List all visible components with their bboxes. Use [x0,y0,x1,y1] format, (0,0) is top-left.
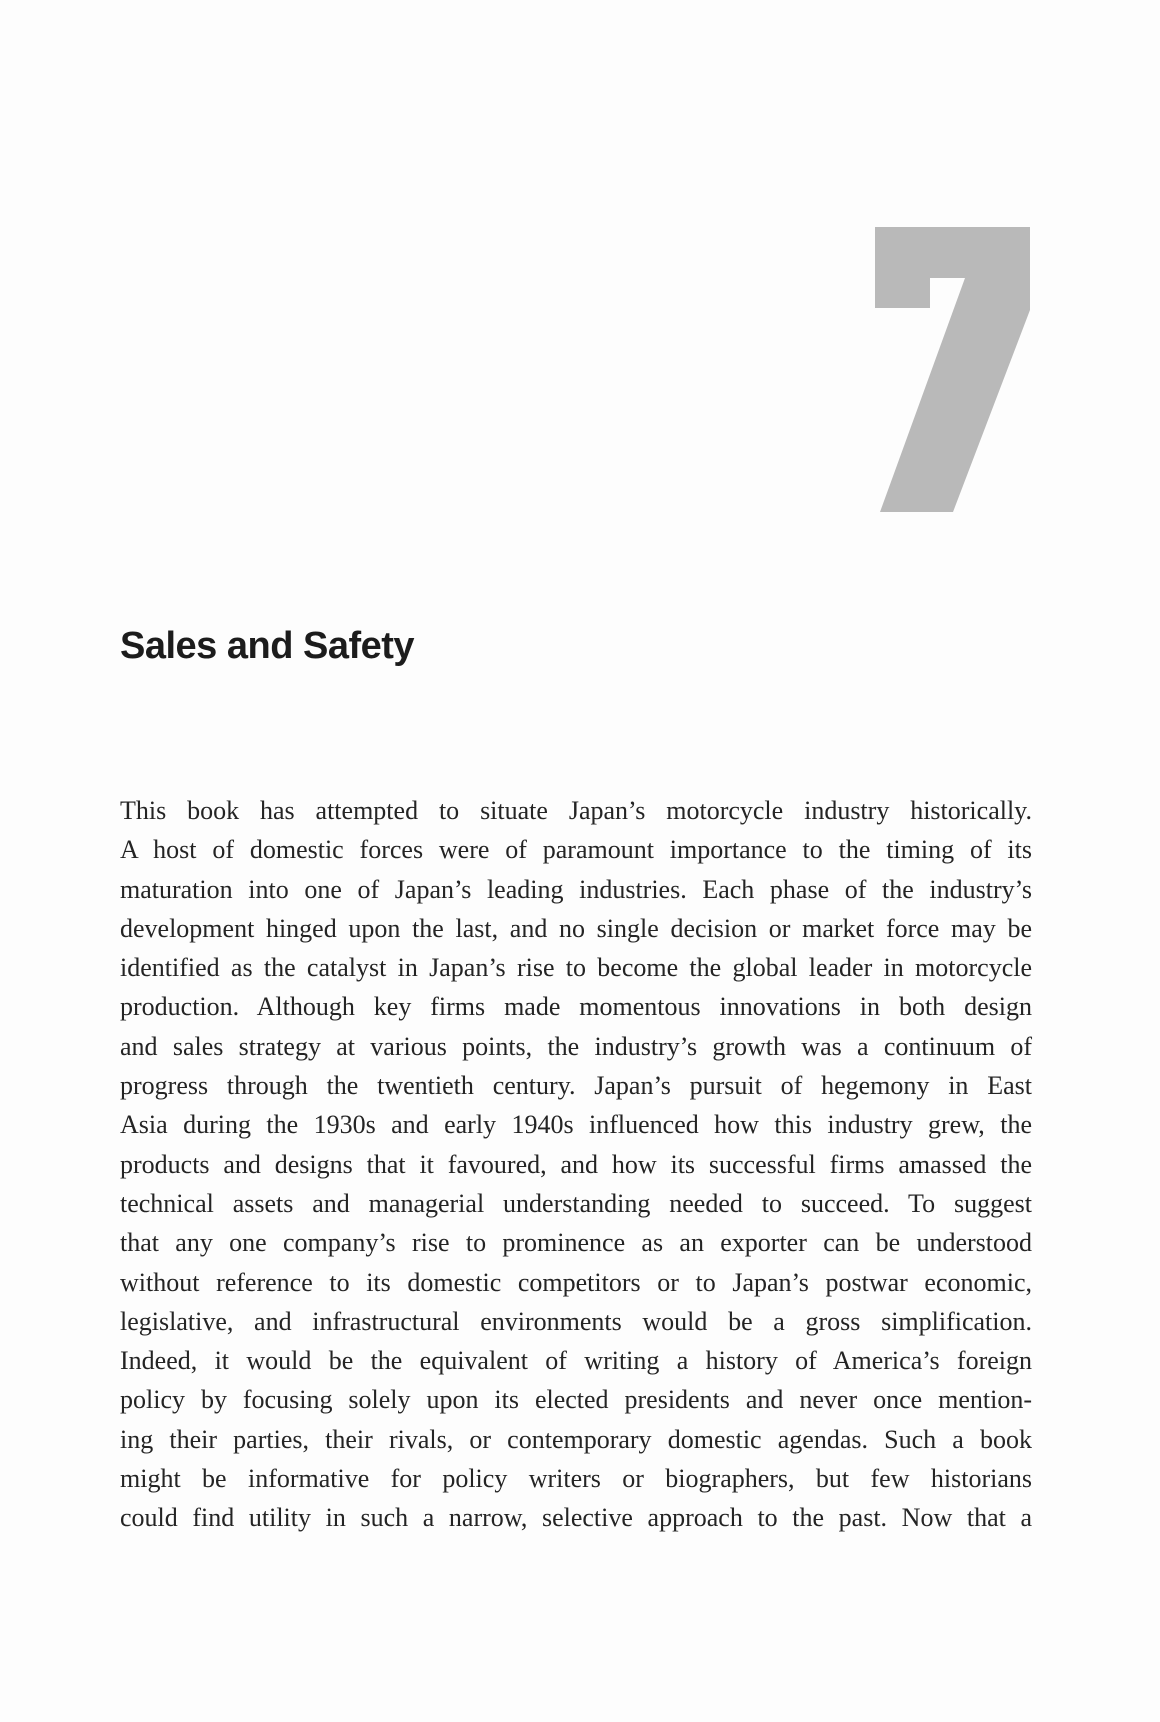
body-line: could find utility in such a narrow, selective approach to the past. Now that a [120,1503,1032,1533]
body-line: legislative, and infrastructural environments would be a gross simplification. [120,1306,1032,1336]
chapter-number-7-glyph [875,227,1030,512]
chapter-title: Sales and Safety [120,625,415,667]
body-line: ing their parties, their rivals, or contemporary domestic agendas. Such a book [120,1424,1032,1454]
body-line: production. Although key firms made momentous innovations in both design [120,992,1032,1022]
chapter-number [875,227,1030,512]
body-line: and sales strategy at various points, the industry’s growth was a continuum of [120,1031,1032,1061]
body-line: without reference to its domestic competitors or to Japan’s postwar economic, [120,1267,1032,1297]
body-line: A host of domestic forces were of paramount importance to the timing of its [120,835,1032,865]
body-paragraph [120,791,1032,1538]
body-line: progress through the twentieth century. Japan’s pursuit of hegemony in East [120,1071,1032,1101]
body-line: Indeed, it would be the equivalent of writing a history of America’s foreign [120,1346,1032,1376]
body-line: products and designs that it favoured, and how its successful firms amassed the [120,1149,1032,1179]
body-line: might be informative for policy writers or biographers, but few historians [120,1464,1032,1494]
body-line: that any one company’s rise to prominence as an exporter can be understood [120,1228,1032,1258]
body-line: This book has attempted to situate Japan’s motorcycle industry historically. [120,796,1032,825]
body-line: Asia during the 1930s and early 1940s influenced how this industry grew, the [120,1110,1032,1140]
body-line: maturation into one of Japan’s leading industries. Each phase of the industry’s [120,874,1032,904]
body-line: policy by focusing solely upon its elected presidents and never once mention- [120,1385,1032,1415]
body-line: development hinged upon the last, and no single decision or market force may be [120,913,1032,943]
body-line: technical assets and managerial understanding needed to succeed. To suggest [120,1188,1032,1218]
body-line: identified as the catalyst in Japan’s rise to become the global leader in motorcycle [120,953,1032,983]
